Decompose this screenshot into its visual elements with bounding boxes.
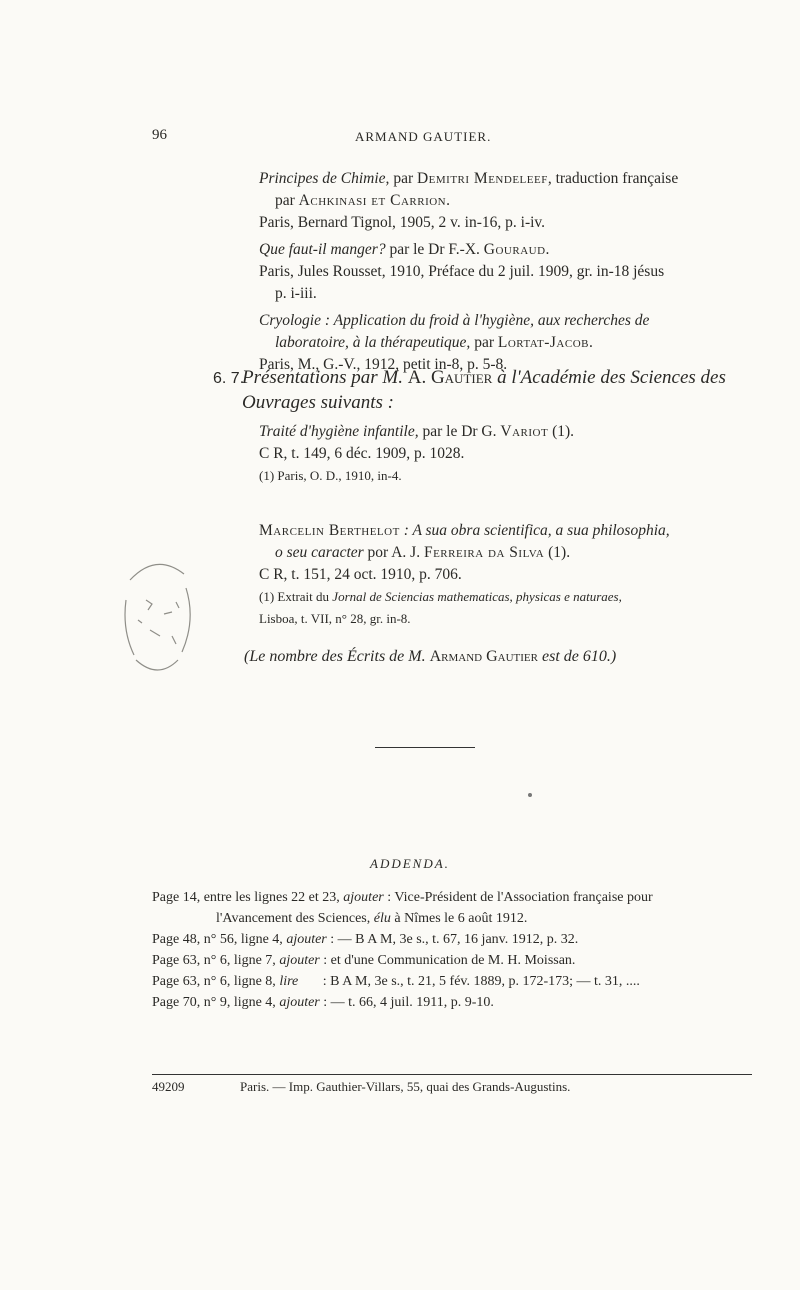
entry-publication: Paris, Bernard Tignol, 1905, 2 v. in-16, p. i-iv.: [259, 214, 546, 231]
bibliography-entry: Que faut-il manger? par le Dr F.-X. Gouraud. Paris, Jules Rousset, 1910, Préface du 2 juil. 1909, gr. in-18 jésus p. i-iii.: [259, 239, 739, 305]
section-title: Présentations par M. A. Gautier à l'Académie des Sciences des Ouvrages suivants :: [242, 367, 726, 413]
page-number: 96: [152, 127, 167, 143]
job-number: 49209: [152, 1079, 185, 1094]
library-stamp-icon: [116, 540, 198, 690]
addenda-line: Page 48, n° 56, ligne 4, ajouter : — B A M, 3e s., t. 67, 16 janv. 1912, p. 32.: [152, 932, 579, 947]
entry-reference: C R, t. 149, 6 déc. 1909, p. 1028.: [259, 445, 465, 462]
entry-publication: Paris, M., G.-V., 1912, petit in-8, p. 5-8.: [259, 356, 508, 373]
entry-reference: C R, t. 151, 24 oct. 1910, p. 706.: [259, 566, 462, 583]
bibliography-entry: Cryologie : Application du froid à l'hygiène, aux recherches de laboratoire, à la thérapeutique, par Lortat-Jacob. Paris, M., G.-V., 1912, petit in-8, p. 5-8.: [259, 310, 739, 376]
ink-dot: [528, 793, 532, 797]
addenda-line: l'Avancement des Sciences, élu à Nîmes le 6 août 1912.: [216, 911, 528, 926]
divider: [375, 747, 475, 748]
bibliography-entry: Traité d'hygiène infantile, par le Dr G. Variot (1). C R, t. 149, 6 déc. 1909, p. 1028. (1) Paris, O. D., 1910, in-4.: [259, 421, 739, 487]
footer-divider: [152, 1074, 752, 1075]
addenda-list: [152, 887, 752, 1013]
bibliography-entry: Principes de Chimie, par Demitri Mendeleef, traduction française par Achkinasi et Carrion. Paris, Bernard Tignol, 1905, 2 v. in-16, p. i-iv.: [259, 168, 739, 234]
bibliography-entry: Marcelin Berthelot : A sua obra scientifica, a sua philosophia, o seu caracter por A. J. Ferreira da Silva (1). C R, t. 151, 24 oct. 1910, p. 706. (1) Extrait du Jornal de Sciencias mathematicas, physicas e naturaes, Lisboa, t. VII, n° 28, gr. in-8.: [259, 520, 739, 630]
footnote: (1) Extrait du Jornal de Sciencias mathematicas, physicas e naturaes,: [259, 589, 622, 604]
entry-title: Principes de Chimie,: [259, 170, 390, 187]
section-number: 6. 7.: [213, 370, 245, 387]
printer-line: [152, 1079, 752, 1095]
printer-imprint: Paris. — Imp. Gauthier-Villars, 55, quai des Grands-Augustins.: [240, 1079, 571, 1094]
addenda-line: Page 70, n° 9, ligne 4, ajouter : — t. 66, 4 juil. 1911, p. 9-10.: [152, 995, 494, 1010]
entry-title: Traité d'hygiène infantile,: [259, 423, 419, 440]
entry-title: Que faut-il manger?: [259, 241, 386, 258]
entry-author: Gouraud.: [483, 241, 550, 258]
entry-author: Demitri Mendeleef: [416, 170, 548, 187]
footnote: (1) Paris, O. D., 1910, in-4.: [259, 468, 402, 483]
addenda-line: Page 14, entre les lignes 22 et 23, ajouter : Vice-Président de l'Association française pour: [152, 890, 653, 905]
addenda-line: Page 63, n° 6, ligne 7, ajouter : et d'une Communication de M. H. Moissan.: [152, 953, 576, 968]
entry-author: Lortat-Jacob.: [497, 334, 594, 351]
entry-author: Variot: [500, 423, 549, 440]
summary-note: (Le nombre des Écrits de M. Armand Gautier est de 610.): [244, 648, 617, 665]
entry-author: Marcelin Berthelot: [259, 522, 400, 539]
addenda-heading: ADDENDA.: [370, 856, 450, 871]
addenda-line: Page 63, n° 6, ligne 8, lire : B A M, 3e s., t. 21, 5 fév. 1889, p. 172-173; — t. 31, ....: [152, 974, 640, 989]
entry-title: Cryologie : Application du froid à l'hygiène, aux recherches de: [259, 312, 650, 329]
running-head: ARMAND GAUTIER.: [355, 129, 492, 144]
entry-publication: Paris, Jules Rousset, 1910, Préface du 2 juil. 1909, gr. in-18 jésus: [259, 263, 665, 280]
